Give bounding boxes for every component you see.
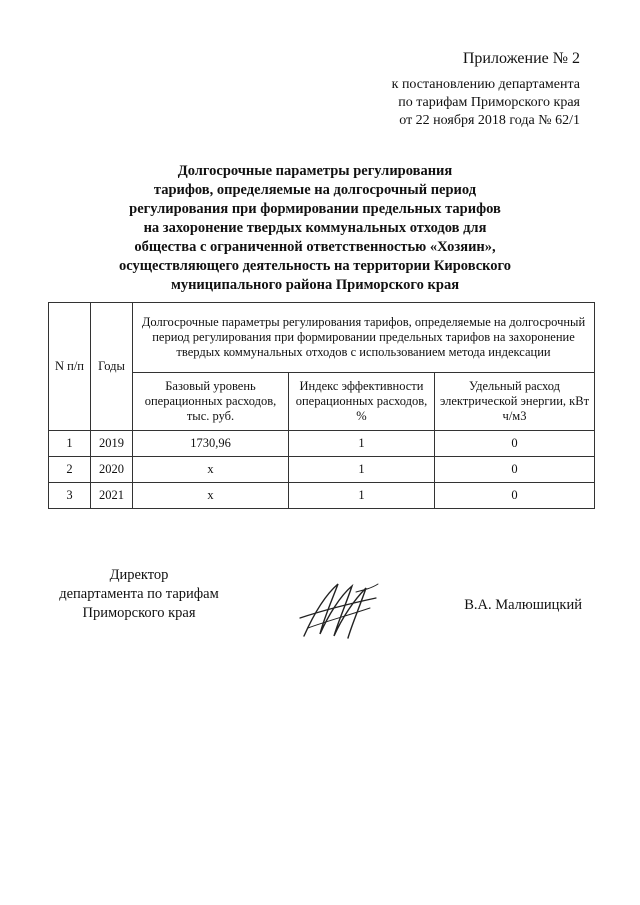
position-line: Приморского края — [82, 605, 196, 621]
position-line: Директор — [109, 567, 169, 583]
column-header-efficiency-index: Индекс эффективности операционных расходов, % — [289, 373, 435, 431]
table-header-row — [49, 303, 595, 373]
title-line: осуществляющего деятельность на территории Кировского — [118, 258, 512, 274]
position-line: департамента по тарифам — [59, 586, 219, 602]
column-header-number: N п/п — [49, 303, 91, 431]
column-header-years: Годы — [91, 303, 133, 431]
table-row — [49, 483, 595, 509]
cell-year: 2020 — [91, 457, 133, 483]
cell-efficiency-index: 1 — [289, 457, 435, 483]
cell-base-level: x — [133, 457, 289, 483]
title-line: на захоронение твердых коммунальных отходов для — [143, 220, 487, 236]
cell-efficiency-index: 1 — [289, 483, 435, 509]
column-header-base-level: Базовый уровень операционных расходов, тыс. руб. — [133, 373, 289, 431]
document-title — [100, 162, 530, 295]
cell-number: 1 — [49, 431, 91, 457]
signatory-position — [54, 566, 224, 623]
cell-base-level: 1730,96 — [133, 431, 289, 457]
reference-line: от 22 ноября 2018 года № 62/1 — [399, 113, 580, 128]
group-header: Долгосрочные параметры регулирования тарифов, определяемые на долгосрочный период регулирования при формировании предельных тарифов на захоронение твердых коммунальных отходов с использованием метода индексации — [133, 303, 595, 373]
cell-number: 2 — [49, 457, 91, 483]
reference-line: по тарифам Приморского края — [398, 95, 580, 110]
cell-energy-consumption: 0 — [435, 431, 595, 457]
cell-number: 3 — [49, 483, 91, 509]
cell-base-level: x — [133, 483, 289, 509]
reference-line: к постановлению департамента — [391, 77, 580, 92]
title-line: тарифов, определяемые на долгосрочный период — [153, 182, 477, 198]
handwritten-signature-icon — [298, 578, 380, 642]
table-row — [49, 457, 595, 483]
title-line: регулирования при формировании предельных тарифов — [129, 201, 501, 217]
cell-year: 2021 — [91, 483, 133, 509]
title-line: общества с ограниченной ответственностью «Хозяин», — [134, 239, 496, 255]
title-line: Долгосрочные параметры регулирования — [177, 163, 453, 179]
table-row — [49, 431, 595, 457]
appendix-number: Приложение № 2 — [462, 50, 580, 67]
signatory-name: В.А. Малюшицкий — [464, 597, 582, 613]
appendix-reference — [320, 76, 580, 130]
title-line: муниципального района Приморского края — [170, 277, 460, 293]
cell-efficiency-index: 1 — [289, 431, 435, 457]
cell-year: 2019 — [91, 431, 133, 457]
parameters-table — [48, 302, 595, 509]
column-header-energy-consumption: Удельный расход электрической энергии, кВт ч/м3 — [435, 373, 595, 431]
cell-energy-consumption: 0 — [435, 457, 595, 483]
cell-energy-consumption: 0 — [435, 483, 595, 509]
